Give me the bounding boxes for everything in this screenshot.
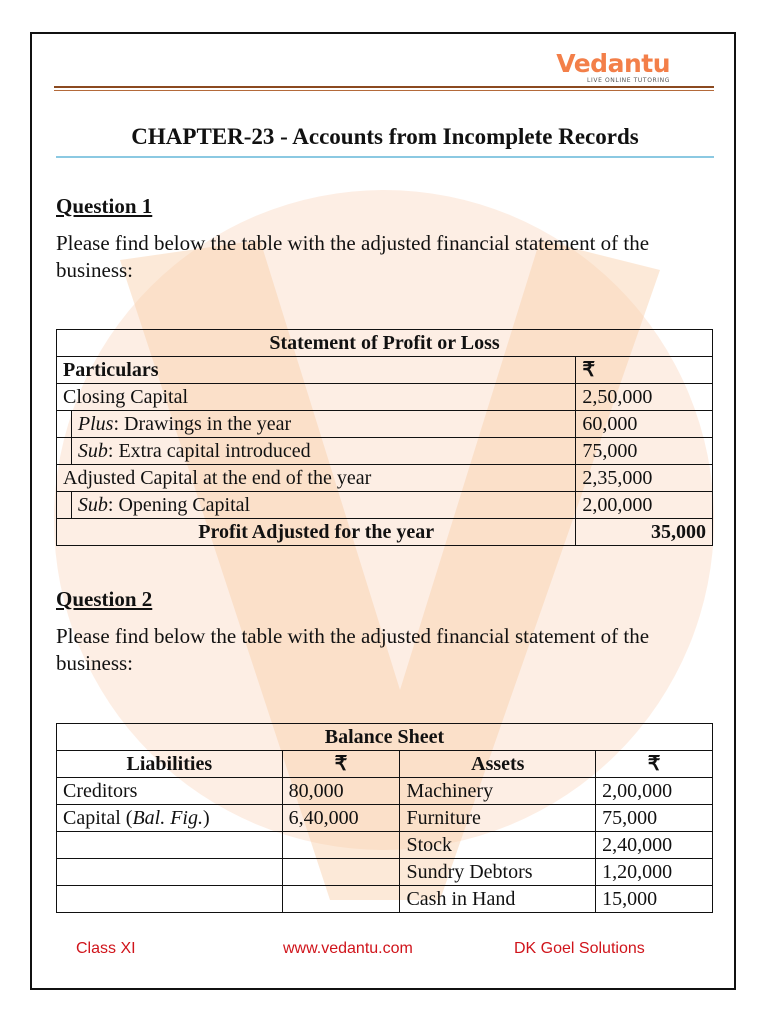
adjusted-capital-value: 2,35,000 xyxy=(576,465,713,492)
table-row xyxy=(57,492,713,519)
liab-amount-cell xyxy=(282,886,400,913)
drawings-value: 60,000 xyxy=(576,411,713,438)
question-2-intro: Please find below the table with the adjusted financial statement of the business: xyxy=(56,624,650,675)
question-1-heading: Question 1 xyxy=(56,194,153,218)
asset-amount-cell: 15,000 xyxy=(596,886,713,913)
vedantu-logo xyxy=(556,50,670,84)
extra-capital-label: Sub: Extra capital introduced xyxy=(71,438,576,465)
drawings-label: Plus: Drawings in the year xyxy=(71,411,576,438)
question-1-intro: Please find below the table with the adjusted financial statement of the business: xyxy=(56,231,650,282)
col-particulars: Particulars xyxy=(57,357,576,384)
balance-sheet-table xyxy=(56,723,713,913)
table-row xyxy=(57,832,713,859)
opening-capital-label: Sub: Opening Capital xyxy=(71,492,576,519)
asset-amount-cell: 2,40,000 xyxy=(596,832,713,859)
liability-cell xyxy=(57,832,283,859)
table-row xyxy=(57,778,713,805)
logo-tagline: LIVE ONLINE TUTORING xyxy=(587,77,670,84)
chapter-title: CHAPTER-23 - Accounts from Incomplete Records xyxy=(131,124,639,149)
table-row xyxy=(57,805,713,832)
asset-cell: Sundry Debtors xyxy=(400,859,596,886)
footer-class: Class XI xyxy=(76,940,136,957)
asset-amount-cell: 75,000 xyxy=(596,805,713,832)
table-row xyxy=(57,411,713,438)
table-row xyxy=(57,384,713,411)
header-rule xyxy=(54,86,714,88)
footer-solutions: DK Goel Solutions xyxy=(514,940,645,957)
profit-loss-table xyxy=(56,329,713,546)
asset-amount-cell: 1,20,000 xyxy=(596,859,713,886)
col-asset-amount: ₹ xyxy=(596,751,713,778)
table-row xyxy=(57,438,713,465)
asset-cell: Stock xyxy=(400,832,596,859)
closing-capital-label: Closing Capital xyxy=(57,384,576,411)
profit-value: 35,000 xyxy=(576,519,713,546)
header-rule-thin xyxy=(54,90,714,91)
col-assets: Assets xyxy=(400,751,596,778)
liab-amount-cell xyxy=(282,859,400,886)
table-row xyxy=(57,859,713,886)
liability-cell xyxy=(57,859,283,886)
table-title: Balance Sheet xyxy=(57,724,713,751)
table-row xyxy=(57,519,713,546)
opening-capital-value: 2,00,000 xyxy=(576,492,713,519)
asset-amount-cell: 2,00,000 xyxy=(596,778,713,805)
title-underline xyxy=(56,156,714,158)
col-amount: ₹ xyxy=(576,357,713,384)
closing-capital-value: 2,50,000 xyxy=(576,384,713,411)
liability-cell: Capital (Bal. Fig.) xyxy=(57,805,283,832)
logo-wordmark: Vedantu xyxy=(556,49,670,78)
extra-capital-value: 75,000 xyxy=(576,438,713,465)
profit-label: Profit Adjusted for the year xyxy=(57,519,576,546)
adjusted-capital-label: Adjusted Capital at the end of the year xyxy=(57,465,576,492)
liab-amount-cell xyxy=(282,832,400,859)
asset-cell: Furniture xyxy=(400,805,596,832)
liab-amount-cell: 80,000 xyxy=(282,778,400,805)
table-row xyxy=(57,465,713,492)
asset-cell: Cash in Hand xyxy=(400,886,596,913)
table-title: Statement of Profit or Loss xyxy=(57,330,713,357)
table-row xyxy=(57,886,713,913)
liab-amount-cell: 6,40,000 xyxy=(282,805,400,832)
liability-cell: Creditors xyxy=(57,778,283,805)
asset-cell: Machinery xyxy=(400,778,596,805)
col-liabilities: Liabilities xyxy=(57,751,283,778)
liability-cell xyxy=(57,886,283,913)
col-liab-amount: ₹ xyxy=(282,751,400,778)
footer-website-link[interactable]: www.vedantu.com xyxy=(283,940,413,957)
question-2-heading: Question 2 xyxy=(56,587,153,611)
